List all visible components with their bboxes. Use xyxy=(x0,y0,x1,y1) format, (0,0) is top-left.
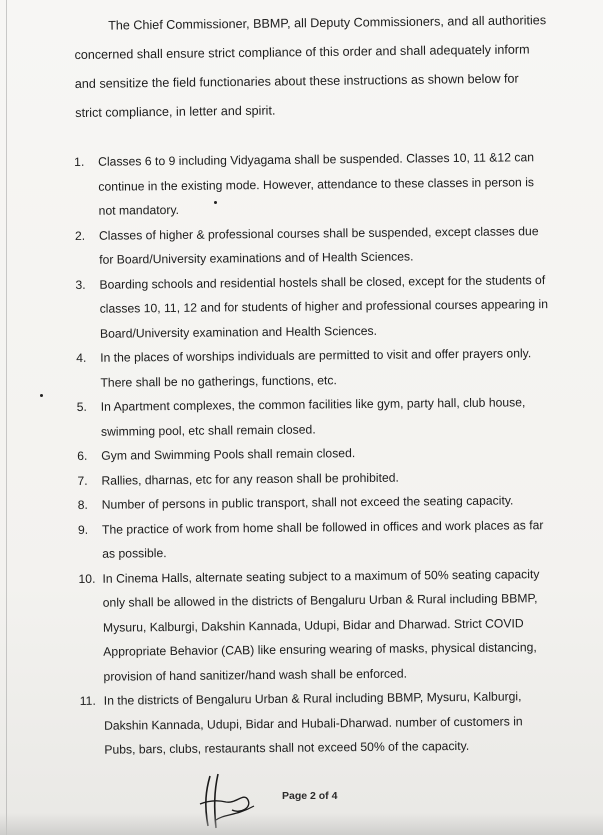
intro-line: The Chief Commissioner, BBMP, all Deputy Commissioners, and all authorities xyxy=(108,13,547,33)
item-number: 9. xyxy=(77,522,89,537)
list-item xyxy=(75,268,550,346)
item-number: 3. xyxy=(75,277,86,292)
list-item xyxy=(76,341,550,395)
scan-bottom-shade xyxy=(0,813,603,835)
scan-edge-line xyxy=(6,0,7,835)
list-item xyxy=(80,684,555,762)
item-number: 7. xyxy=(77,473,88,488)
item-number: 6. xyxy=(77,448,88,463)
item-number: 2. xyxy=(74,228,86,243)
item-text: In the districts of Bengaluru Urban & Rural including BBMP, Mysuru, Kalburgi, Dakshin Kannada, Udupi, Bidar and Hubali-Dharwad. number of customers in Pubs, bars, clubs, restaurants shall not exceed 50% of the capacity. xyxy=(103,689,523,757)
item-number: 4. xyxy=(76,350,87,365)
list-item xyxy=(78,562,553,689)
page-number: Page 2 of 4 xyxy=(282,790,338,802)
scan-speck xyxy=(214,201,217,204)
instructions-list xyxy=(74,145,554,762)
item-number: 10. xyxy=(78,571,96,586)
list-item xyxy=(74,145,549,223)
item-text: Number of persons in public transport, shall not exceed the seating capacity. xyxy=(101,493,514,512)
item-text: In Apartment complexes, the common facilities like gym, party hall, club house, swimming pool, etc shall remain closed. xyxy=(100,395,526,439)
item-number: 11. xyxy=(79,693,96,708)
intro-paragraph xyxy=(74,6,555,128)
item-text: In the places of worships individuals are permitted to visit and offer prayers only. There shall be no gatherings, functions, etc. xyxy=(100,346,532,390)
item-text: Gym and Swimming Pools shall remain closed. xyxy=(101,446,356,463)
item-number: 1. xyxy=(74,154,85,169)
item-text: Classes 6 to 9 including Vidyagama shall be suspended. Classes 10, 11 &12 can continue in the existing mode. However, attendance to these classes in person is not mandatory. xyxy=(98,150,535,218)
intro-line: strict compliance, in letter and spirit. xyxy=(75,103,276,120)
scan-speck xyxy=(40,394,43,397)
intro-line: and sensitize the field functionaries about these instructions as shown below for xyxy=(74,71,519,91)
item-text: In Cinema Halls, alternate seating subject to a maximum of 50% seating capacity only shall be allowed in the districts of Bengaluru Urban & Rural including BBMP, Mysuru, Kalburgi, Dakshin Kannada, Udupi, Bidar and Dharwad. Strict COVID Appropriate Behavior (CAB) like ensuring wearing of masks, physical distancing, provision of hand sanitizer/hand wash shall be enforced. xyxy=(102,566,540,684)
list-item xyxy=(75,219,549,273)
intro-line: concerned shall ensure strict compliance of this order and shall adequately inform xyxy=(74,42,530,62)
item-text: Boarding schools and residential hostels shall be closed, except for the students of classes 10, 11, 12 and for students of higher and professional courses appearing in Board/University examination and Health Sciences. xyxy=(99,272,549,341)
item-text: Classes of higher & professional courses shall be suspended, except classes due for Board/University examinations and of Health Sciences. xyxy=(98,223,539,267)
item-text: Rallies, dharnas, etc for any reason shall be prohibited. xyxy=(101,470,399,488)
item-text: The practice of work from home shall be followed in offices and work places as far as possible. xyxy=(101,517,544,561)
item-number: 5. xyxy=(76,399,87,414)
list-item xyxy=(78,513,552,567)
list-item xyxy=(77,390,551,444)
item-number: 8. xyxy=(77,497,88,512)
